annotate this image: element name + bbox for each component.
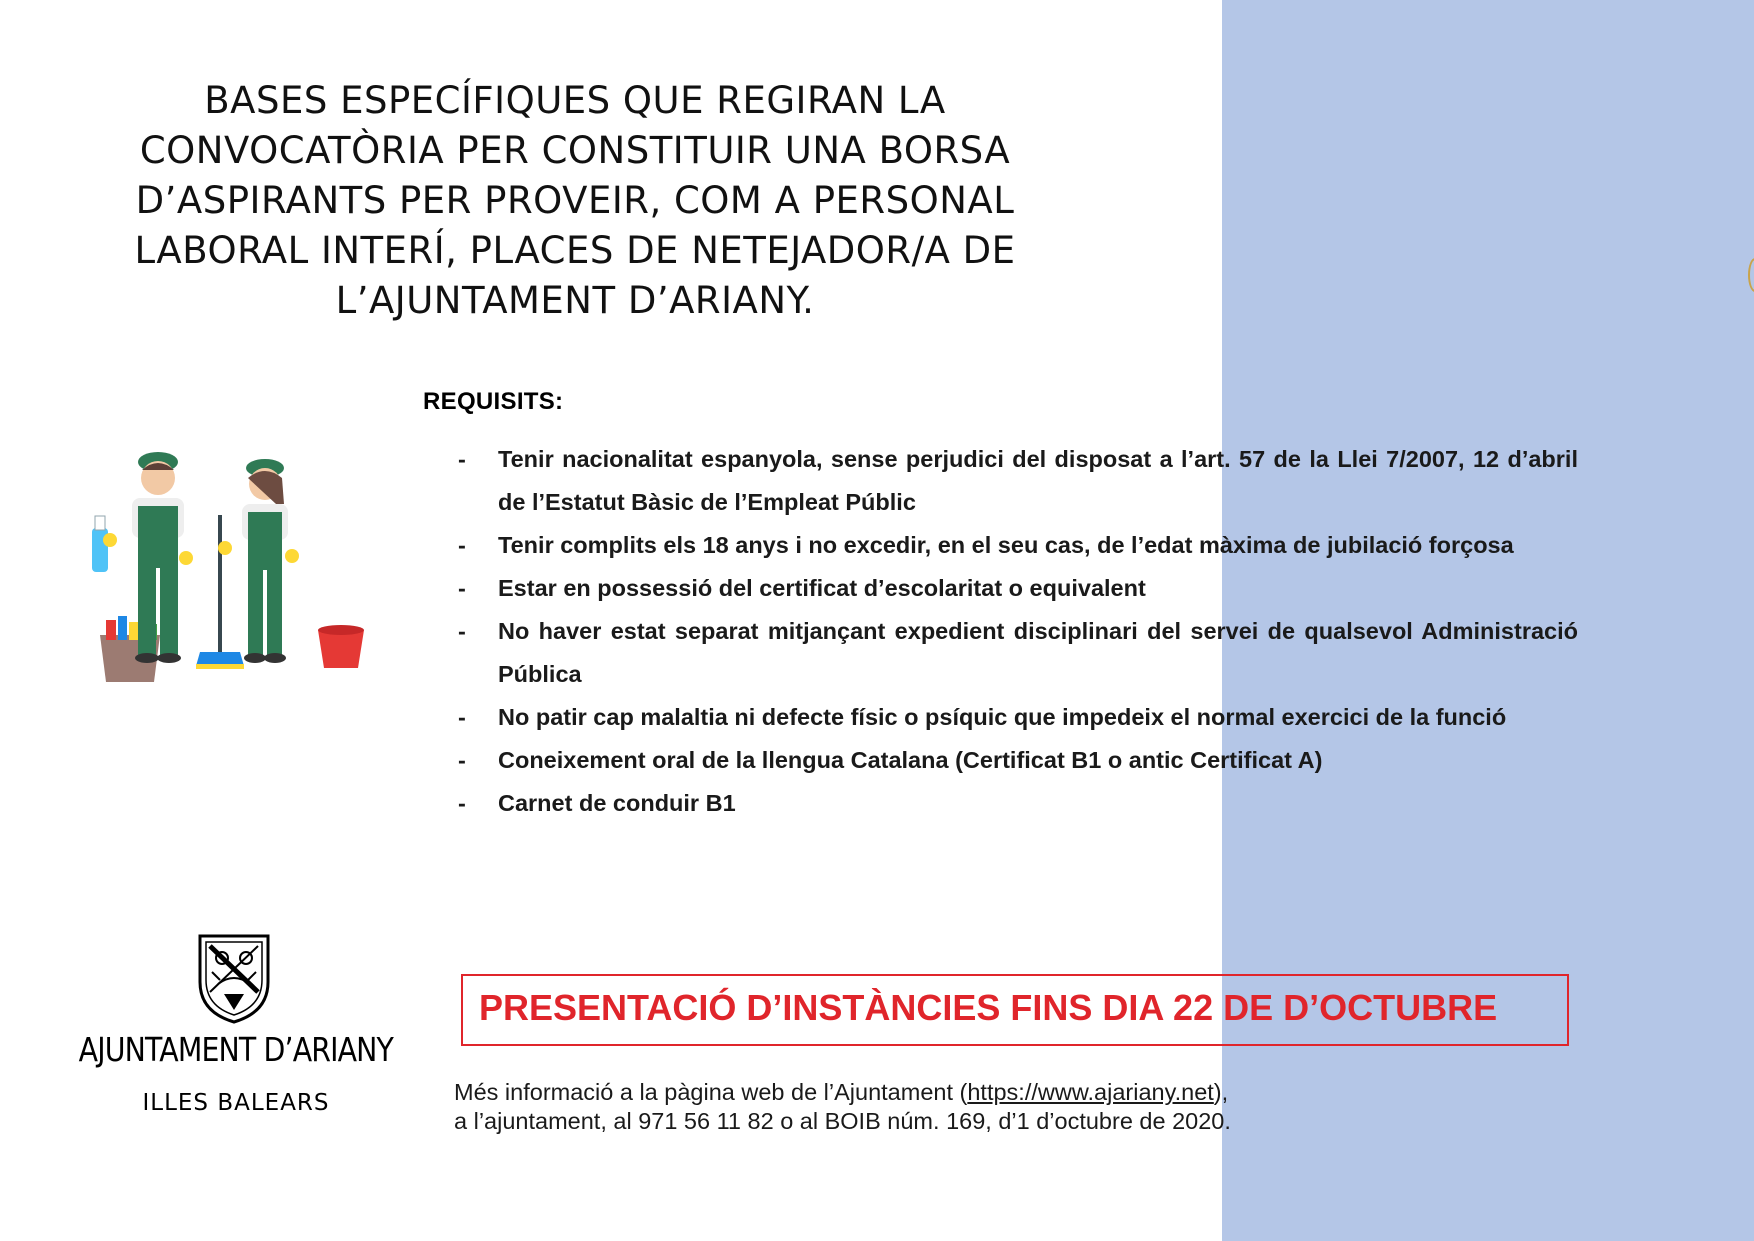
requirement-text: No patir cap malaltia ni defecte físic o psíquic que impedeix el normal exercici de la funció <box>498 704 1507 730</box>
bullet-dash: - <box>458 790 466 816</box>
requirement-text: Coneixement oral de la llengua Catalana (Certificat B1 o antic Certificat A) <box>498 747 1323 773</box>
female-worker-icon <box>218 459 299 663</box>
bullet-dash: - <box>458 704 466 730</box>
website-link[interactable]: https://www.ajariany.net <box>967 1079 1214 1105</box>
title-line: CONVOCATÒRIA PER CONSTITUIR UNA BORSA <box>139 129 1011 172</box>
cleaning-workers-illustration <box>70 420 390 720</box>
requirement-item <box>458 438 1578 524</box>
bullet-dash: - <box>458 532 466 558</box>
organization-name: AJUNTAMENT D’ARIANY <box>78 1030 394 1069</box>
requirements-list <box>458 438 1578 825</box>
bullet-dash: - <box>458 575 466 601</box>
requirement-item <box>458 739 1578 782</box>
bullet-dash: - <box>458 446 466 472</box>
organization-region: ILLES BALEARS <box>142 1090 330 1116</box>
requirement-item <box>458 610 1578 696</box>
requirement-text: Carnet de conduir B1 <box>498 790 736 816</box>
requirement-text: No haver estat separat mitjançant expedient disciplinari del servei de qualsevol Administració Pública <box>498 618 1578 687</box>
requirement-item <box>458 696 1578 739</box>
deadline-text: PRESENTACIÓ D’INSTÀNCIES FINS DIA 22 DE D’OCTUBRE <box>479 987 1498 1028</box>
more-info-line-1 <box>454 1078 1231 1107</box>
male-worker-icon <box>103 452 193 663</box>
title-line: L’AJUNTAMENT D’ARIANY. <box>335 279 815 322</box>
document-title <box>90 76 1060 326</box>
more-info-line-2: a l’ajuntament, al 971 56 11 82 o al BOIB núm. 169, d’1 d’octubre de 2020. <box>454 1108 1231 1134</box>
requirement-text: Tenir complits els 18 anys i no excedir, en el seu cas, de l’edat màxima de jubilació forçosa <box>498 532 1514 558</box>
more-info-suffix: ), <box>1213 1079 1229 1105</box>
title-line: D’ASPIRANTS PER PROVEIR, COM A PERSONAL <box>135 179 1015 222</box>
requirement-text: Estar en possessió del certificat d’escolaritat o equivalent <box>498 575 1146 601</box>
title-line: LABORAL INTERÍ, PLACES DE NETEJADOR/A DE <box>134 229 1016 272</box>
red-bucket-icon <box>318 625 364 668</box>
requirement-text: Tenir nacionalitat espanyola, sense perjudici del disposat a l’art. 57 de la Llei 7/2007, 12 d’abril de l’Estatut Bàsic de l’Empleat Públic <box>498 446 1578 515</box>
requirement-item <box>458 524 1578 567</box>
more-info-text <box>454 1078 1231 1136</box>
coat-of-arms-icon <box>196 932 272 1024</box>
title-line: BASES ESPECÍFIQUES QUE REGIRAN LA <box>204 79 946 122</box>
bullet-dash: - <box>458 747 466 773</box>
requirements-heading: REQUISITS: <box>423 388 564 415</box>
bullet-dash: - <box>458 618 466 644</box>
broom-icon <box>196 515 244 669</box>
deadline-box <box>461 974 1569 1046</box>
requirement-item <box>458 782 1578 825</box>
more-info-prefix: Més informació a la pàgina web de l’Ajuntament ( <box>454 1079 968 1105</box>
requirement-item <box>458 567 1578 610</box>
